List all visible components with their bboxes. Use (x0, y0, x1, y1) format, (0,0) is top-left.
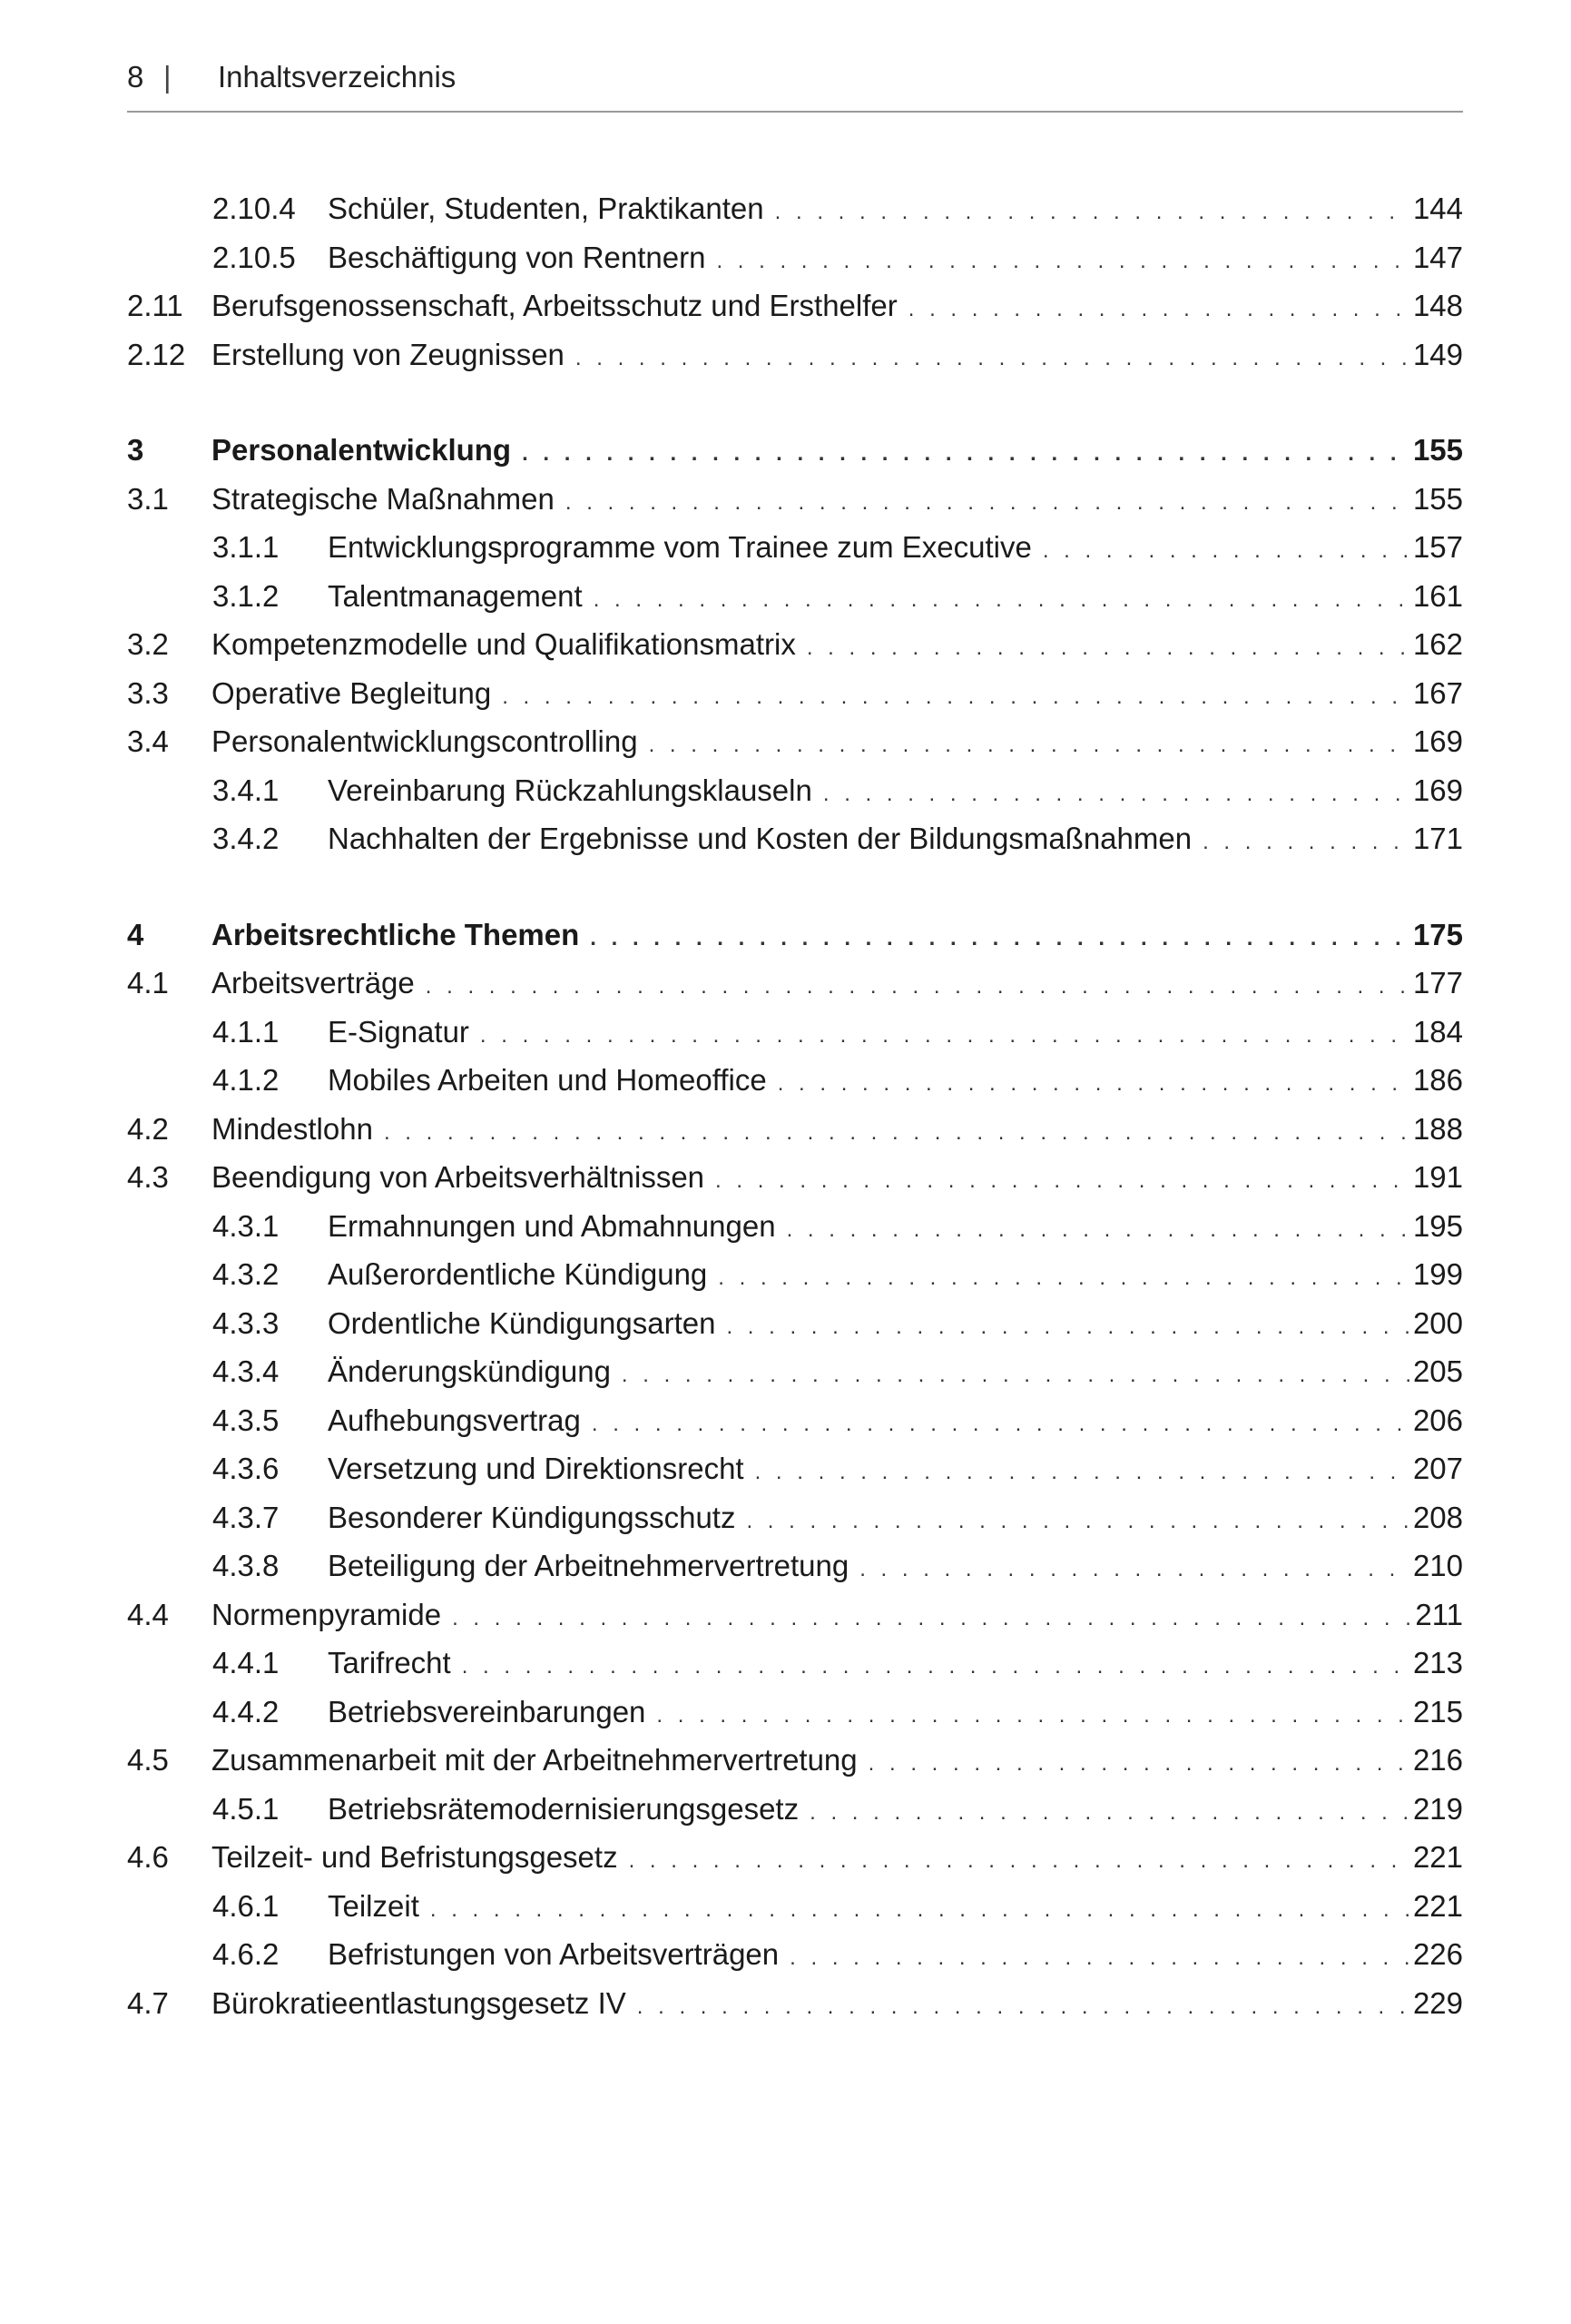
toc-entry-line (211, 620, 1463, 673)
toc-entry-line (328, 1202, 1463, 1255)
toc-entry[interactable] (127, 1250, 1463, 1299)
toc-entry-number: 2.11 (127, 289, 183, 322)
toc-entry-page: 186 (1412, 1063, 1463, 1097)
toc-entry-title: Beschäftigung von Rentnern (328, 240, 706, 274)
dot-leader (1203, 818, 1412, 867)
toc-entry-title: Erstellung von Zeugnissen (211, 337, 565, 371)
toc-entry-number: 4.3.2 (212, 1257, 280, 1291)
dot-leader (384, 1108, 1412, 1157)
toc-entry-page: 169 (1412, 773, 1463, 807)
dot-leader (755, 1448, 1412, 1497)
toc-entry[interactable] (127, 1105, 1463, 1154)
toc-entry[interactable] (127, 1299, 1463, 1348)
dot-leader (590, 914, 1412, 963)
toc-entry[interactable] (127, 1008, 1463, 1057)
toc-entry[interactable] (127, 1347, 1463, 1396)
dot-leader (807, 624, 1412, 673)
dot-leader (823, 770, 1412, 819)
dot-leader (575, 334, 1412, 383)
toc-entry-title: Nachhalten der Ergebnisse und Kosten der Bildungsmaßnahmen (328, 822, 1193, 855)
toc-entry-title: Mindestlohn (211, 1111, 373, 1146)
toc-entry-number: 2.10.5 (212, 240, 296, 274)
toc-entry[interactable] (127, 475, 1463, 524)
toc-entry-number: 3.4 (127, 724, 169, 758)
toc-entry-number: 4.1 (127, 966, 169, 1000)
toc-entry-page: 188 (1412, 1111, 1463, 1146)
toc-entry[interactable] (127, 620, 1463, 669)
toc-entry-number: 4.4.1 (212, 1646, 280, 1679)
toc-entry[interactable] (127, 814, 1463, 863)
toc-entry-line (211, 426, 1463, 478)
toc-entry-title: Betriebsvereinbarungen (328, 1694, 646, 1728)
toc-entry-page: 144 (1412, 192, 1463, 225)
toc-entry-page: 216 (1412, 1743, 1463, 1777)
toc-entry-title: Außerordentliche Kündigung (328, 1257, 708, 1291)
toc-entry[interactable] (127, 1639, 1463, 1688)
dot-leader (622, 1351, 1412, 1400)
toc-entry-page: 162 (1412, 627, 1463, 661)
toc-entry-title: Aufhebungsvertrag (328, 1403, 581, 1437)
toc-entry-title: Kompetenzmodelle und Qualifikationsmatrix (211, 627, 796, 661)
toc-entry-line (211, 959, 1463, 1011)
toc-entry-page: 155 (1412, 481, 1463, 516)
dot-leader (480, 1011, 1412, 1060)
dot-leader (426, 962, 1412, 1011)
toc-chapter-entry[interactable] (127, 911, 1463, 960)
toc-entry-line (211, 281, 1463, 334)
toc-entry-line (211, 911, 1463, 963)
toc-entry-title: Schüler, Studenten, Praktikanten (328, 192, 764, 225)
toc-entry[interactable] (127, 523, 1463, 572)
toc-entry-page: 215 (1412, 1694, 1463, 1728)
toc-entry[interactable] (127, 1688, 1463, 1737)
toc-entry-page: 219 (1412, 1791, 1463, 1826)
toc-entry-number: 4.3.7 (212, 1500, 280, 1534)
toc-entry-number: 4.6.1 (212, 1888, 280, 1923)
toc-entry-line (211, 1736, 1463, 1788)
toc-entry-number: 4.3.4 (212, 1354, 280, 1388)
toc-entry-page: 157 (1412, 530, 1463, 564)
toc-entry-page: 161 (1412, 578, 1463, 613)
dot-leader (452, 1594, 1412, 1643)
toc-entry-line (328, 1250, 1463, 1303)
toc-entry[interactable] (127, 717, 1463, 766)
toc-entry-number: 4.4 (127, 1597, 169, 1631)
toc-entry[interactable] (127, 330, 1463, 379)
toc-entry-number: 4.1.1 (212, 1014, 280, 1049)
toc-entry-number: 3.4.2 (212, 822, 280, 855)
toc-entry-page: 149 (1412, 337, 1463, 371)
toc-entry-title: Beteiligung der Arbeitnehmervertretung (328, 1549, 849, 1582)
toc-entry[interactable] (127, 669, 1463, 718)
toc-entry-number: 3.3 (127, 675, 169, 710)
toc-entry[interactable] (127, 233, 1463, 282)
header-separator: | (163, 60, 172, 94)
toc-entry[interactable] (127, 1541, 1463, 1590)
dot-leader (656, 1691, 1412, 1740)
toc-entry-title: Talentmanagement (328, 578, 583, 613)
toc-entry-number: 4.2 (127, 1111, 169, 1146)
toc-entry-page: 210 (1412, 1549, 1463, 1582)
toc-entry-line (211, 1590, 1463, 1643)
toc-entry-line (211, 1153, 1463, 1206)
toc-entry[interactable] (127, 1882, 1463, 1931)
toc-entry-page: 221 (1412, 1888, 1463, 1923)
toc-entry-page: 171 (1412, 822, 1463, 855)
toc-entry-line (328, 184, 1463, 237)
toc-entry-line (328, 1299, 1463, 1352)
toc-entry-page: 211 (1415, 1597, 1463, 1631)
toc-entry-page: 199 (1412, 1257, 1463, 1291)
dot-leader (649, 721, 1412, 770)
toc-entry-title: Personalentwicklung (211, 433, 512, 467)
toc-entry-number: 3.1.2 (212, 578, 280, 613)
toc-entry-title: Ordentliche Kündigungsarten (328, 1305, 716, 1340)
dot-leader (637, 1983, 1412, 2032)
dot-leader (1043, 527, 1412, 576)
toc-entry-line (211, 669, 1463, 722)
toc-entry-number: 4.3.5 (212, 1403, 280, 1437)
toc-entry-line (328, 1008, 1463, 1060)
page-number: 8 (127, 60, 144, 94)
toc-entry[interactable] (127, 1056, 1463, 1105)
dot-leader (778, 1059, 1412, 1108)
toc-entry-title: Personalentwicklungscontrolling (211, 724, 638, 758)
toc-entry-number: 3.1 (127, 481, 169, 516)
dot-leader (716, 237, 1412, 286)
toc-entry[interactable] (127, 1736, 1463, 1785)
dot-leader (810, 1788, 1412, 1837)
header-title: Inhaltsverzeichnis (218, 60, 457, 94)
toc-entry-line (328, 1541, 1463, 1594)
toc-entry-page: 155 (1412, 433, 1463, 467)
toc-entry[interactable] (127, 572, 1463, 621)
toc-entry-title: Entwicklungsprogramme vom Trainee zum Executive (328, 530, 1032, 564)
dot-leader (522, 429, 1412, 478)
toc-entry-line (328, 1930, 1463, 1983)
toc-entry-page: 167 (1412, 675, 1463, 710)
dot-leader (726, 1303, 1412, 1352)
toc-entry-line (328, 572, 1463, 625)
table-of-contents (127, 184, 1463, 2027)
dot-leader (715, 1157, 1412, 1206)
toc-entry-number: 4 (127, 917, 144, 951)
toc-entry-title: Teilzeit (328, 1888, 419, 1923)
toc-entry-line (328, 1347, 1463, 1400)
toc-entry-number: 3.1.1 (212, 530, 280, 564)
toc-entry-page: 200 (1412, 1305, 1463, 1340)
toc-entry-line (328, 1882, 1463, 1935)
toc-entry-page: 205 (1412, 1354, 1463, 1388)
toc-entry-title: Tarifrecht (328, 1646, 451, 1679)
toc-entry-number: 4.6.2 (212, 1937, 280, 1971)
dot-leader (787, 1206, 1412, 1255)
toc-entry-title: Ermahnungen und Abmahnungen (328, 1208, 776, 1243)
toc-entry-title: Strategische Maßnahmen (211, 481, 555, 516)
toc-entry[interactable] (127, 1153, 1463, 1202)
toc-entry-title: Bürokratieentlastungsgesetz IV (211, 1985, 626, 2020)
toc-entry-line (211, 1833, 1463, 1886)
toc-entry-line (328, 1493, 1463, 1546)
toc-entry-number: 4.3.1 (212, 1208, 280, 1243)
toc-entry-title: Operative Begleitung (211, 675, 492, 710)
toc-entry-page: 175 (1412, 917, 1463, 951)
toc-entry-number: 4.3.8 (212, 1549, 280, 1582)
toc-entry[interactable] (127, 1396, 1463, 1445)
dot-leader (565, 478, 1412, 527)
toc-entry-number: 4.6 (127, 1840, 169, 1874)
toc-entry-line (328, 1444, 1463, 1497)
toc-entry-number: 3.4.1 (212, 773, 280, 807)
dot-leader (629, 1837, 1412, 1886)
toc-entry-page: 229 (1412, 1985, 1463, 2020)
toc-entry-number: 4.5 (127, 1743, 169, 1777)
dot-leader (869, 1739, 1412, 1788)
toc-entry-number: 2.10.4 (212, 192, 296, 225)
toc-entry-number: 4.4.2 (212, 1694, 280, 1728)
toc-entry-title: Arbeitsverträge (211, 966, 415, 1000)
toc-entry-title: Betriebsrätemodernisierungsgesetz (328, 1791, 800, 1826)
toc-entry-page: 148 (1412, 289, 1463, 322)
toc-entry-number: 4.3.6 (212, 1452, 280, 1485)
dot-leader (592, 1400, 1412, 1449)
toc-entry-page: 169 (1412, 724, 1463, 758)
dot-leader (775, 188, 1412, 237)
toc-entry-title: Beendigung von Arbeitsverhältnissen (211, 1160, 705, 1194)
toc-entry[interactable] (127, 1444, 1463, 1493)
toc-entry-title: Änderungskündigung (328, 1354, 611, 1388)
toc-entry[interactable] (127, 184, 1463, 233)
toc-entry-title: Mobiles Arbeiten und Homeoffice (328, 1063, 767, 1097)
toc-entry-page: 213 (1412, 1646, 1463, 1679)
toc-entry-line (328, 233, 1463, 286)
toc-entry-title: Befristungen von Arbeitsverträgen (328, 1937, 780, 1971)
toc-entry-number: 4.3 (127, 1160, 169, 1194)
toc-entry-line (328, 1785, 1463, 1837)
toc-entry[interactable] (127, 766, 1463, 815)
running-header (127, 60, 1463, 113)
toc-entry-line (211, 1979, 1463, 2032)
toc-entry-title: Teilzeit- und Befristungsgesetz (211, 1840, 618, 1874)
toc-entry-line (328, 1056, 1463, 1108)
toc-entry-title: Normenpyramide (211, 1597, 442, 1631)
toc-entry-title: Zusammenarbeit mit der Arbeitnehmervertretung (211, 1743, 858, 1777)
toc-entry-number: 4.7 (127, 1985, 169, 2020)
toc-entry-line (328, 1396, 1463, 1449)
toc-entry-page: 226 (1412, 1937, 1463, 1971)
toc-entry-page: 177 (1412, 966, 1463, 1000)
dot-leader (502, 673, 1412, 722)
toc-entry-number: 4.3.3 (212, 1305, 280, 1340)
toc-entry-number: 4.5.1 (212, 1791, 280, 1826)
toc-entry-title: Vereinbarung Rückzahlungsklauseln (328, 773, 812, 807)
toc-entry-line (211, 717, 1463, 770)
toc-entry[interactable] (127, 1979, 1463, 2028)
toc-entry[interactable] (127, 1833, 1463, 1882)
toc-entry[interactable] (127, 1493, 1463, 1542)
toc-entry-line (328, 766, 1463, 819)
toc-entry-number: 3.2 (127, 627, 169, 661)
toc-entry-page: 207 (1412, 1452, 1463, 1485)
toc-entry-title: E-Signatur (328, 1014, 469, 1049)
toc-entry-number: 4.1.2 (212, 1063, 280, 1097)
toc-entry-page: 221 (1412, 1840, 1463, 1874)
toc-entry-title: Arbeitsrechtliche Themen (211, 917, 580, 951)
toc-entry[interactable] (127, 1202, 1463, 1251)
toc-entry-page: 184 (1412, 1014, 1463, 1049)
dot-leader (594, 576, 1412, 625)
toc-entry-title: Versetzung und Direktionsrecht (328, 1452, 744, 1485)
toc-entry[interactable] (127, 959, 1463, 1008)
dot-leader (790, 1934, 1412, 1983)
toc-entry-line (328, 523, 1463, 576)
toc-entry-page: 191 (1412, 1160, 1463, 1194)
dot-leader (746, 1497, 1412, 1546)
dot-leader (859, 1545, 1412, 1594)
toc-entry-page: 147 (1412, 240, 1463, 274)
toc-entry-line (328, 1688, 1463, 1740)
toc-entry-page: 195 (1412, 1208, 1463, 1243)
toc-entry-number: 3 (127, 433, 144, 467)
toc-entry-page: 208 (1412, 1500, 1463, 1534)
dot-leader (908, 285, 1412, 334)
toc-entry[interactable] (127, 1930, 1463, 1979)
toc-entry-line (211, 475, 1463, 527)
toc-entry-line (211, 1105, 1463, 1157)
dot-leader (718, 1254, 1412, 1303)
toc-entry-line (211, 330, 1463, 383)
dot-leader (430, 1886, 1412, 1935)
toc-entry-line (328, 814, 1463, 867)
toc-entry[interactable] (127, 281, 1463, 330)
toc-entry-line (328, 1639, 1463, 1691)
toc-entry-title: Besonderer Kündigungsschutz (328, 1500, 736, 1534)
toc-entry-title: Berufsgenossenschaft, Arbeitsschutz und Ersthelfer (211, 289, 898, 322)
toc-entry[interactable] (127, 1785, 1463, 1834)
dot-leader (462, 1642, 1412, 1691)
toc-chapter-entry[interactable] (127, 426, 1463, 475)
toc-entry[interactable] (127, 1590, 1463, 1640)
toc-entry-number: 2.12 (127, 337, 186, 371)
toc-entry-page: 206 (1412, 1403, 1463, 1437)
